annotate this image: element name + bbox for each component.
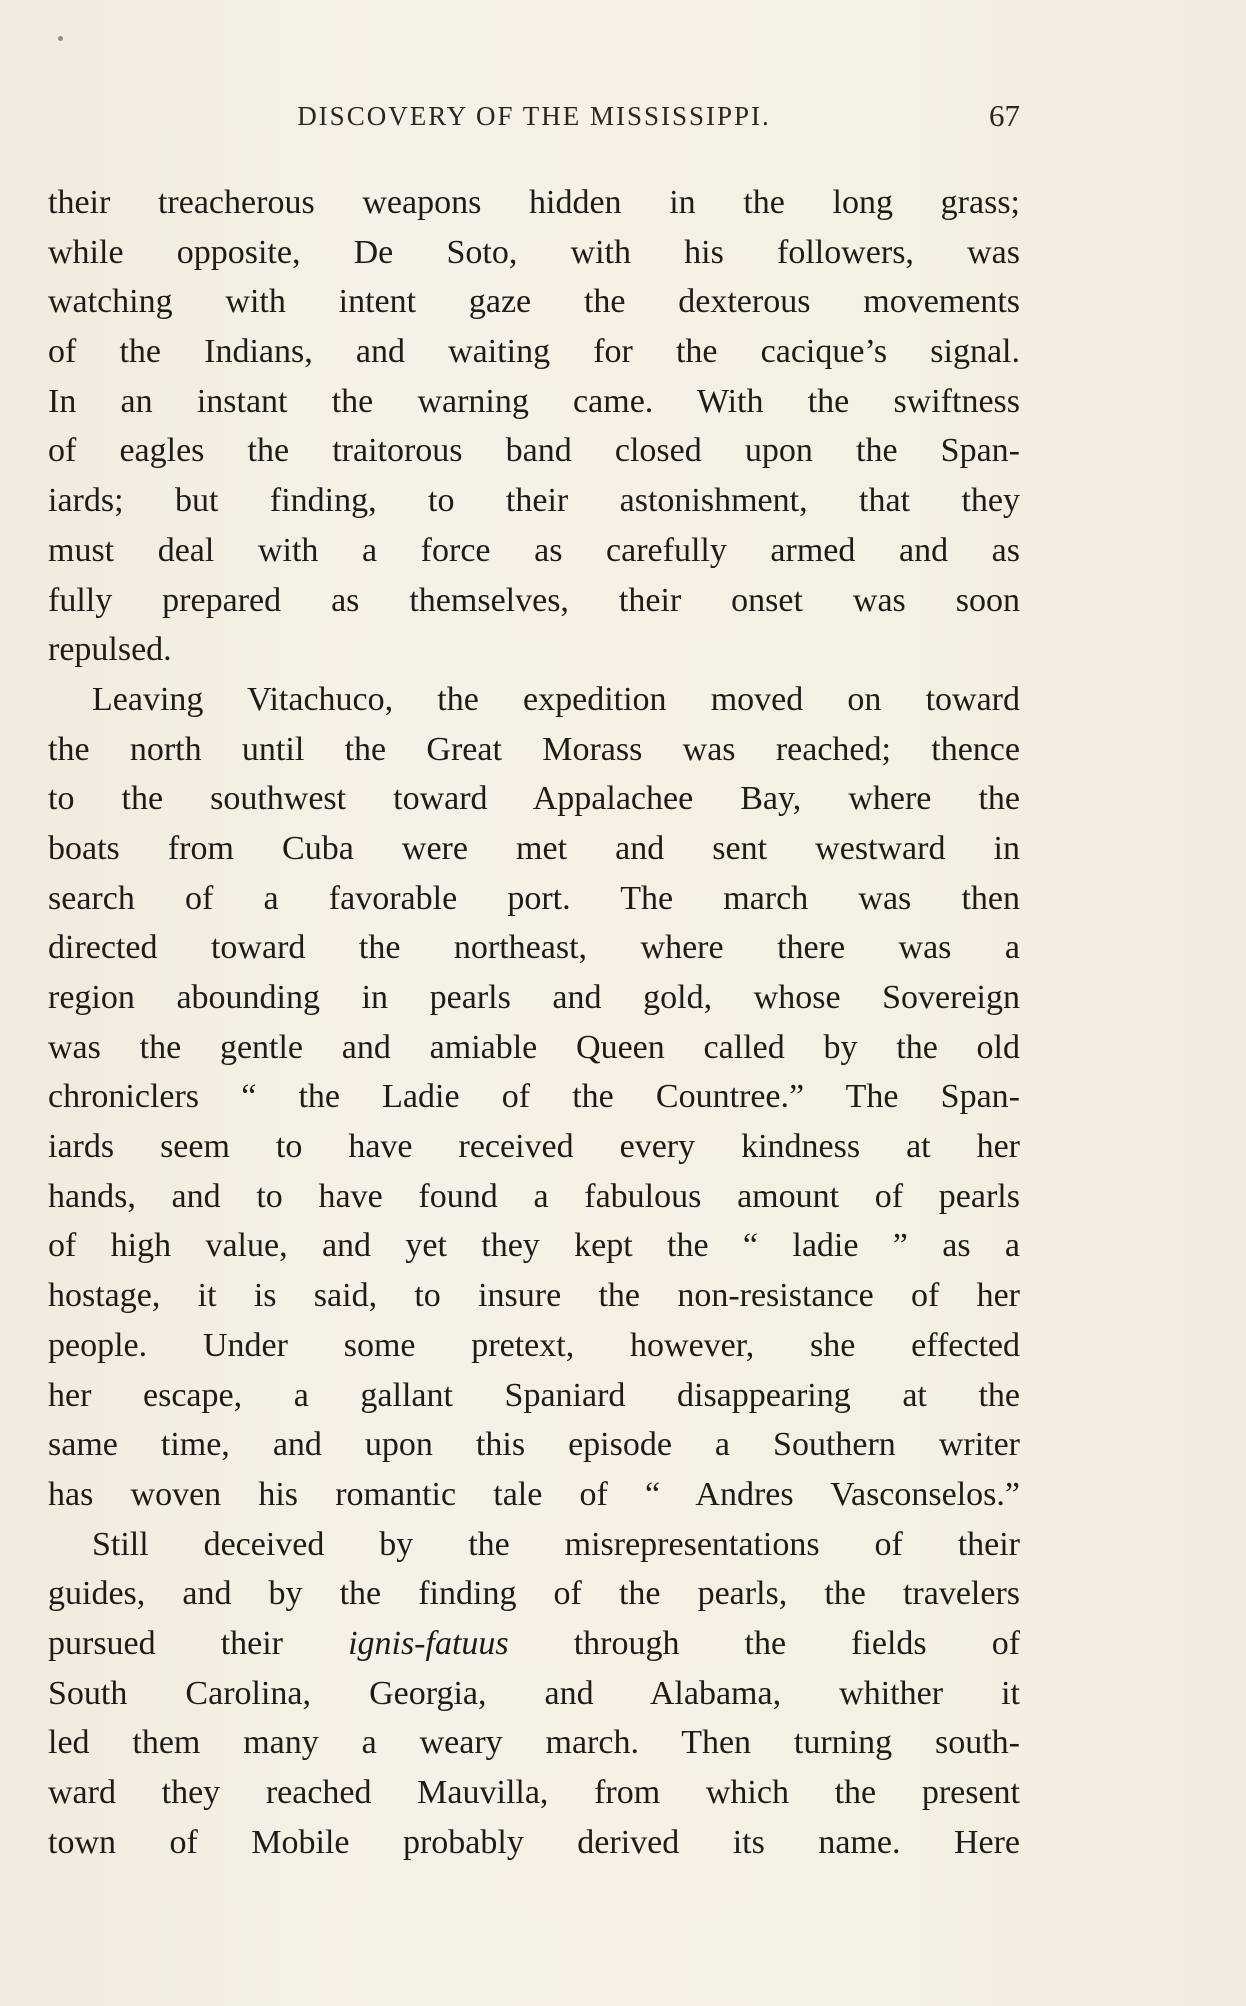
text-segment: through the fields of (573, 1624, 1020, 1662)
text-line: fully prepared as themselves, their onset was soon (48, 581, 1020, 619)
text-segment: pursued their (48, 1624, 283, 1662)
running-head (48, 94, 1020, 138)
text-line: town of Mobile probably derived its name. Here (48, 1823, 1020, 1861)
text-line: directed toward the northeast, where there was a (48, 929, 1020, 967)
text-line: was the gentle and amiable Queen called by the old (48, 1028, 1020, 1066)
body-text (48, 178, 1020, 1867)
text-line: region abounding in pearls and gold, whose Sovereign (48, 979, 1020, 1016)
text-line: ward they reached Mauvilla, from which the present (48, 1774, 1020, 1811)
text-line: hands, and to have found a fabulous amount of pearls (48, 1177, 1020, 1215)
text-line-with-italic (48, 1619, 1020, 1669)
text-line: iards seem to have received every kindness at her (48, 1128, 1020, 1166)
ink-speck (58, 36, 63, 41)
text-line: watching with intent gaze the dexterous movements (48, 283, 1020, 321)
paragraph-end-line: repulsed. (48, 631, 172, 669)
text-line: search of a favorable port. The march was then (48, 879, 1020, 917)
text-line: hostage, it is said, to insure the non-resistance of her (48, 1277, 1020, 1315)
text-line: chroniclers “ the Ladie of the Countree.” The Span- (48, 1078, 1020, 1116)
text-line: has woven his romantic tale of “ Andres Vasconselos.” (48, 1475, 1020, 1513)
text-line: of the Indians, and waiting for the cacique’s signal. (48, 333, 1020, 371)
text-line: iards; but finding, to their astonishment, that they (48, 482, 1020, 520)
text-line: of high value, and yet they kept the “ ladie ” as a (48, 1227, 1020, 1265)
paragraph-start-line: Still deceived by the misrepresentations of their (92, 1525, 1020, 1563)
text-line: must deal with a force as carefully armed and as (48, 531, 1020, 569)
text-line: of eagles the traitorous band closed upon the Span- (48, 432, 1020, 470)
text-line: their treacherous weapons hidden in the long grass; (48, 184, 1020, 221)
text-line: South Carolina, Georgia, and Alabama, whither it (48, 1674, 1020, 1712)
text-line: people. Under some pretext, however, she effected (48, 1326, 1020, 1364)
text-line: In an instant the warning came. With the swiftness (48, 382, 1020, 420)
text-line: led them many a weary march. Then turning south- (48, 1724, 1020, 1762)
text-line: same time, and upon this episode a Southern writer (48, 1426, 1020, 1464)
page-number: 67 (989, 98, 1020, 133)
italic-term: ignis-fatuus (348, 1624, 509, 1662)
text-line: while opposite, De Soto, with his followers, was (48, 233, 1020, 271)
text-line: to the southwest toward Appalachee Bay, where the (48, 780, 1020, 818)
text-line: boats from Cuba were met and sent westward in (48, 829, 1020, 867)
paragraph-start-line: Leaving Vitachuco, the expedition moved on toward (92, 680, 1020, 718)
text-line: the north until the Great Morass was reached; thence (48, 730, 1020, 768)
text-line: her escape, a gallant Spaniard disappearing at the (48, 1376, 1020, 1414)
text-line: guides, and by the finding of the pearls, the travelers (48, 1575, 1020, 1613)
running-title: DISCOVERY OF THE MISSISSIPPI. (297, 101, 771, 131)
